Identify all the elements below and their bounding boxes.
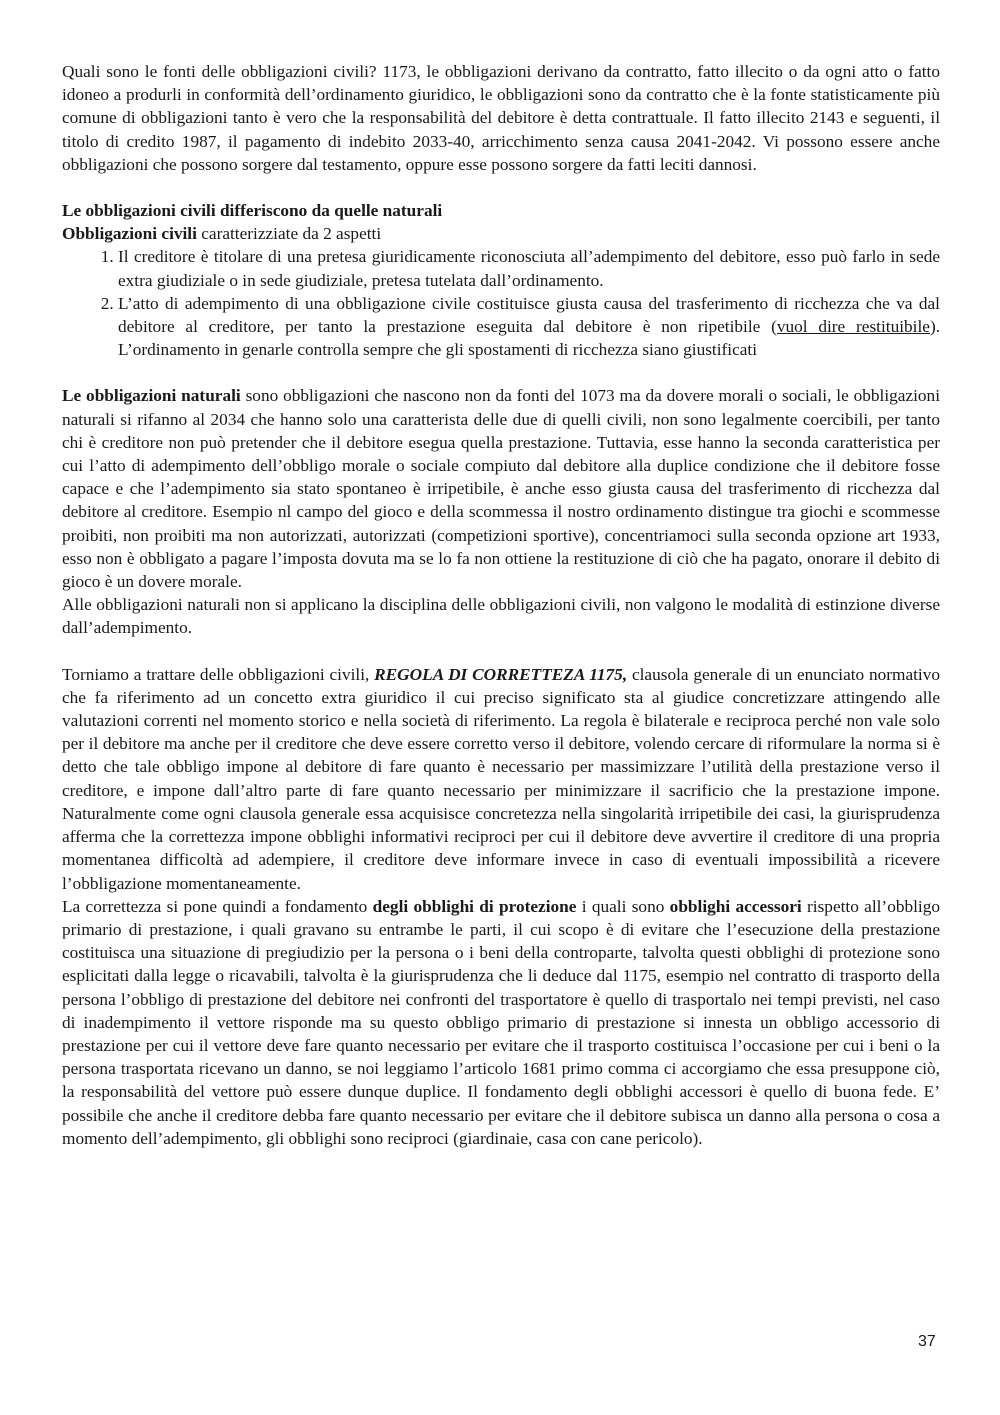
section-heading: [62, 199, 940, 222]
naturali-text: sono obbligazioni che nascono non da fonti del 1073 ma da dovere morali o sociali, le obbligazioni naturali si rifanno al 2034 che hanno solo una caratterista delle due di quelli civili, non sono legalmente coercibili, per tanto chi è creditore non può pretender che il debitore esegua quella prestazione. Tuttavia, esse hanno la seconda caratteristica per cui l’atto di adempimento dell’obbligo morale o sociale compiuto dal debitore alla duplice condizione che il debitore fosse capace e che l’adempimento sia stato spontaneo è irripetibile, è anche esso giusta causa del trasferimento di ricchezza dal debitore al creditore. Esempio nl campo del gioco e della scommessa il nostro ordinamento distingue tra giochi e scommesse proibiti, non proibiti ma non autorizzati, autorizzati (competizioni sportive), concentriamoci sulla seconda opzione art 1933, esso non è obbligato a pagare l’imposta dovuta ma se lo fa non ottiene la restituzione di ciò che ha pagato, onorare il debito di gioco è un dovere morale.: [62, 386, 940, 592]
correttezza-intro: Torniamo a trattare delle obbligazioni civili,: [62, 664, 375, 684]
protezione-text: rispetto all’obbligo primario di prestazione, i quali gravano su entrambe le parti, il cui scopo è di evitare che l’esecuzione della prestazione costituisca una situazione di pregiudizio per la persona o i beni della controparte, talvolta questi obblighi di protezione sono esplicitati dalla legge o ricavabili, talvolta è la giurisprudenza che li deduce dal 1175, esempio nel contratto di trasporto della persona l’obbligo di prestazione del debitore nei confronti del trasportatore è quello di trasportalo nei tempi previsti, nel caso di inadempimento il vettore risponde ma su questo obbligo primario di prestazione si innesta un obbligo accessorio di prestazione per cui il vettore deve fare quanto necessario per evitare che il trasporto costituisca l’occasione per cui i beni o la persona trasportata ricevano un danno, se noi leggiamo l’articolo 1681 primo comma ci accorgiamo che essa presuppone ciò, la responsabilità del vettore può essere dunque duplice. Il fondamento degli obblighi accessori è quello di buona fede. E’ possibile che anche il creditore debba fare quanto necessario per evitare che il debitore subisca un danno alla persona o cosa a momento dell’adempimento, gli obblighi sono reciproci (giardinaie, casa con cane pericolo).: [62, 896, 940, 1148]
subheading-civili: [62, 222, 940, 245]
protezione-intro: La correttezza si pone quindi a fondamento: [62, 896, 373, 916]
spacer: [62, 176, 940, 199]
correttezza-text: clausola generale di un enunciato normativo che fa riferimento ad un concetto extra giuridico il cui preciso significato sta al giudice concretizzare attingendo alle valutazioni correnti nel momento storico e nella società di riferimento. La regola è bilaterale e reciproca perché non vale solo per il debitore ma anche per il creditore che deve essere corretto verso il debitore, volendo cercare di riformulare la norma si è detto che tale obbligo impone al debitore di fare quanto è necessario per massimizzare l’utilità della prestazione verso il creditore, e impone dall’altro parte di fare quanto necessario per minimizzare il sacrificio che la prestazione impone. Naturalmente come ogni clausola generale essa acquisisce concretezza nella singolarità irripetibile dei casi, la giurisprudenza afferma che la correttezza impone obblighi informativi reciproci per cui il debitore deve avvertire il creditore di una propria momentanea difficoltà ad adempiere, il creditore deve informare invece in caso di eventuali impossibilità a ricevere l’obbligazione momentaneamente.: [62, 664, 941, 893]
spacer: [62, 640, 940, 663]
paragraph-alle: Alle obbligazioni naturali non si applicano la disciplina delle obbligazioni civili, non valgono le modalità di estinzione diverse dall’adempimento.: [62, 595, 940, 638]
aspects-list: [62, 245, 940, 361]
paragraph-correttezza: [62, 663, 940, 895]
list-item: 1. Il creditore è titolare di una pretesa giuridicamente riconosciuta all’adempimento del debitore, esso può farlo in sede extra giudiziale o in sede giudiziale, pretesa tutelata dall’ordinamento.: [118, 245, 940, 291]
spacer: [62, 361, 940, 384]
list-item-text: L’atto di adempimento di una obbligazione civile costituisce giusta causa del trasferimento di ricchezza che va dal debitore al creditore, per tanto la prestazione eseguita dal debitore è non ripetibile (: [118, 293, 940, 337]
obblighi-protezione: degli obblighi di protezione: [372, 896, 577, 916]
naturali-bold: Le obbligazioni naturali: [62, 386, 241, 406]
regola-correttezza: REGOLA DI CORRETTEZA 1175,: [374, 664, 628, 684]
document-page: [62, 60, 940, 1150]
page-number: 37: [918, 1333, 936, 1350]
paragraph-naturali: [62, 384, 940, 593]
list-item-text: ). L’ordinamento in genarle controlla sempre che gli spostamenti di ricchezza siano giustificati: [118, 317, 941, 360]
underlined-note: vuol dire restituibile: [776, 317, 930, 337]
obblighi-accessori: obblighi accessori: [669, 896, 802, 916]
subheading-civili-rest: caratterizziate da 2 aspetti: [196, 224, 382, 244]
list-item: [118, 292, 940, 362]
heading-civili-naturali: Le obbligazioni civili differiscono da quelle naturali: [62, 201, 443, 221]
subheading-civili-bold: Obbligazioni civili: [62, 224, 197, 244]
protezione-mid: i quali sono: [576, 896, 670, 916]
paragraph-fonti: Quali sono le fonti delle obbligazioni civili? 1173, le obbligazioni derivano da contratto, fatto illecito o da ogni atto o fatto idoneo a produrli in conformità dell’ordinamento giuridico, le obbligazioni sono da contratto che è la fonte statisticamente più comune di obbligazioni tanto è vero che la responsabilità del debitore è detta contrattuale. Il fatto illecito 2143 e seguenti, il titolo di credito 1987, il pagamento di indebito 2033-40, arricchimento senza causa 2041-2042. Vi possono essere anche obbligazioni che possono sorgere dal testamento, oppure esse possono sorgere da fatti leciti dannosi.: [62, 62, 940, 174]
paragraph-protezione: [62, 895, 940, 1150]
